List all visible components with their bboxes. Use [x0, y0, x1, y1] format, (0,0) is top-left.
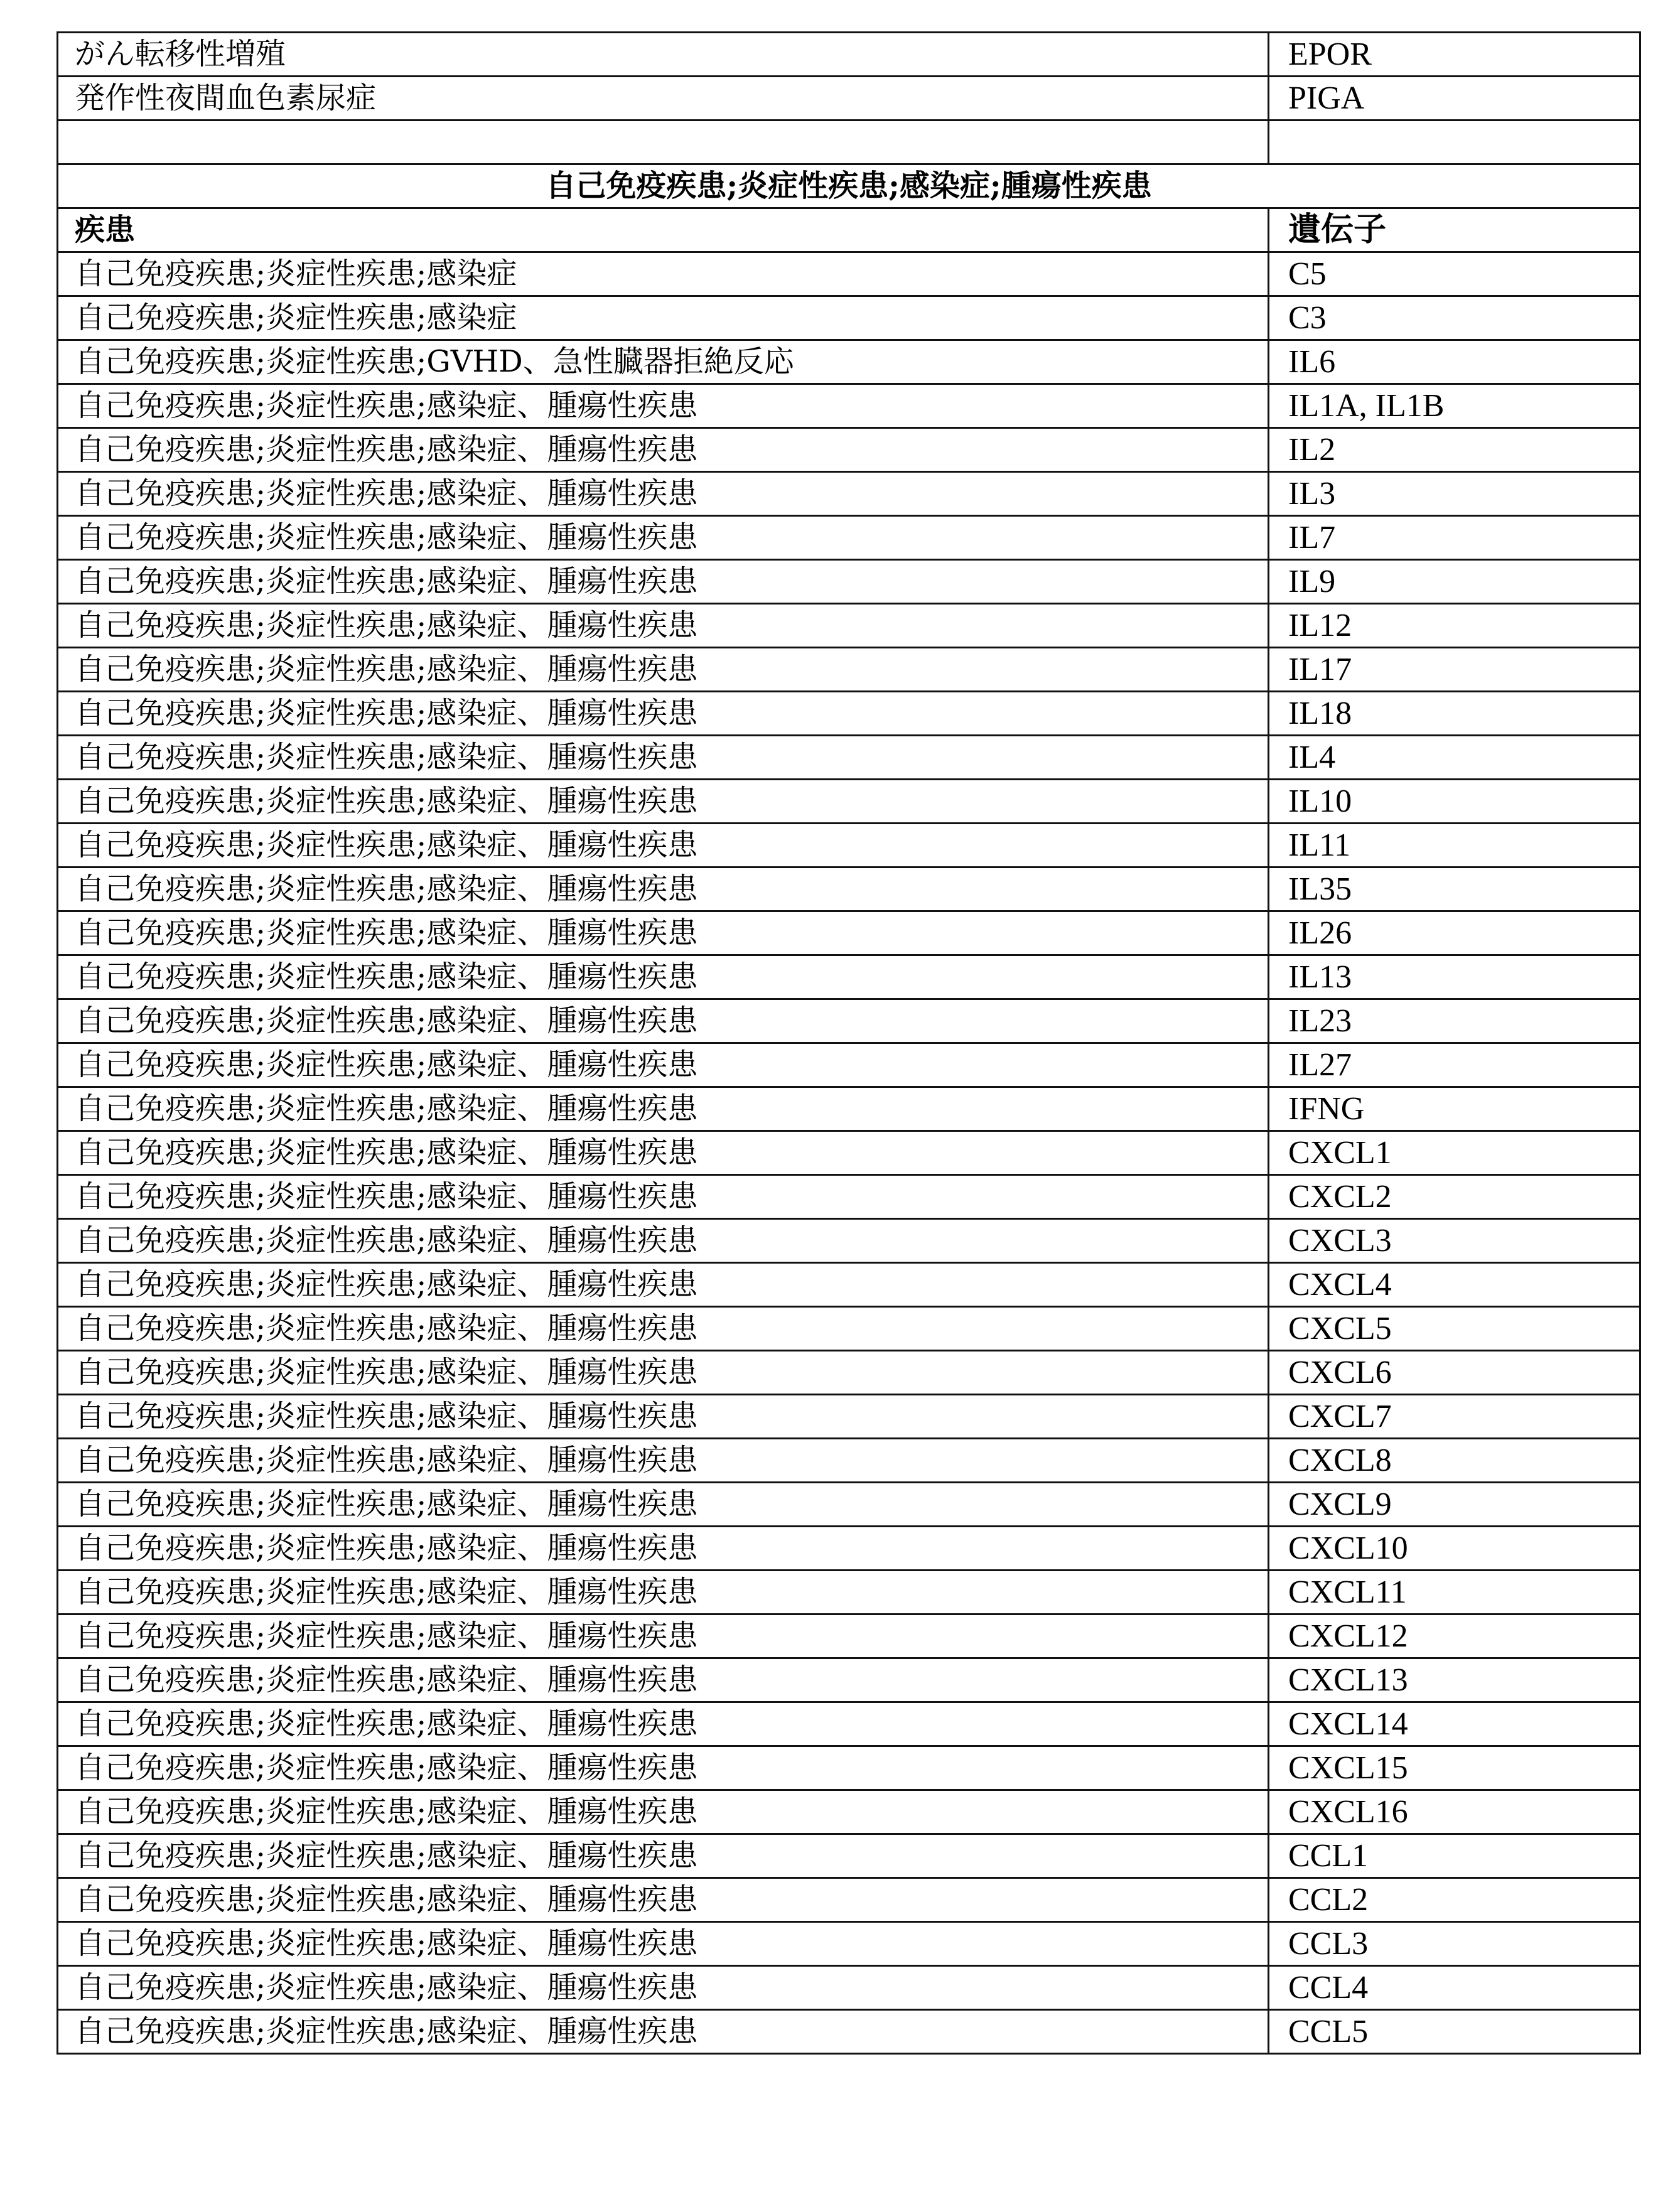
- gene-cell: IL2: [1269, 428, 1640, 472]
- table-row: [58, 1614, 1640, 1658]
- disease-cell: 自己免疫疾患;炎症性疾患;感染症、腫瘍性疾患: [58, 604, 1269, 648]
- disease-cell: 自己免疫疾患;炎症性疾患;感染症、腫瘍性疾患: [58, 1790, 1269, 1834]
- disease-cell: 自己免疫疾患;炎症性疾患;感染症、腫瘍性疾患: [58, 1746, 1269, 1790]
- gene-cell: CCL3: [1269, 1922, 1640, 1966]
- table-row: [58, 2010, 1640, 2054]
- table-row: [58, 1439, 1640, 1483]
- disease-cell: 自己免疫疾患;炎症性疾患;感染症、腫瘍性疾患: [58, 1922, 1269, 1966]
- table-row: [58, 736, 1640, 780]
- disease-cell: 自己免疫疾患;炎症性疾患;感染症、腫瘍性疾患: [58, 692, 1269, 736]
- disease-cell: 自己免疫疾患;炎症性疾患;感染症、腫瘍性疾患: [58, 1307, 1269, 1351]
- disease-cell: 自己免疫疾患;炎症性疾患;感染症、腫瘍性疾患: [58, 1483, 1269, 1527]
- table-row: [58, 340, 1640, 384]
- gene-cell: IL27: [1269, 1043, 1640, 1087]
- disease-cell: 自己免疫疾患;炎症性疾患;感染症、腫瘍性疾患: [58, 2010, 1269, 2054]
- gene-cell: IL3: [1269, 472, 1640, 516]
- gene-cell: PIGA: [1269, 77, 1640, 121]
- gene-cell: IL12: [1269, 604, 1640, 648]
- gene-cell: C3: [1269, 296, 1640, 340]
- disease-cell: 自己免疫疾患;炎症性疾患;感染症、腫瘍性疾患: [58, 868, 1269, 911]
- gene-cell: CXCL3: [1269, 1219, 1640, 1263]
- table-row: [58, 428, 1640, 472]
- disease-cell: 自己免疫疾患;炎症性疾患;感染症、腫瘍性疾患: [58, 384, 1269, 428]
- disease-cell: 自己免疫疾患;炎症性疾患;感染症、腫瘍性疾患: [58, 955, 1269, 999]
- disease-cell: 自己免疫疾患;炎症性疾患;感染症、腫瘍性疾患: [58, 1395, 1269, 1439]
- gene-cell: IL7: [1269, 516, 1640, 560]
- gene-cell: [1269, 121, 1640, 164]
- disease-cell: 自己免疫疾患;炎症性疾患;感染症: [58, 252, 1269, 296]
- gene-cell: CXCL7: [1269, 1395, 1640, 1439]
- gene-cell: IL35: [1269, 868, 1640, 911]
- gene-cell: CXCL16: [1269, 1790, 1640, 1834]
- table-row: [58, 1043, 1640, 1087]
- disease-cell: 自己免疫疾患;炎症性疾患;感染症、腫瘍性疾患: [58, 824, 1269, 868]
- disease-cell: 自己免疫疾患;炎症性疾患;感染症、腫瘍性疾患: [58, 428, 1269, 472]
- gene-cell: CXCL1: [1269, 1131, 1640, 1175]
- disease-cell: 自己免疫疾患;炎症性疾患;GVHD、急性臓器拒絶反応: [58, 340, 1269, 384]
- table-row: [58, 955, 1640, 999]
- disease-cell: 発作性夜間血色素尿症: [58, 77, 1269, 121]
- gene-cell: IL6: [1269, 340, 1640, 384]
- table-row: [58, 1527, 1640, 1571]
- gene-cell: CCL1: [1269, 1834, 1640, 1878]
- disease-cell: 自己免疫疾患;炎症性疾患;感染症、腫瘍性疾患: [58, 1087, 1269, 1131]
- table-row: [58, 1834, 1640, 1878]
- table-row: [58, 1395, 1640, 1439]
- disease-cell: 自己免疫疾患;炎症性疾患;感染症、腫瘍性疾患: [58, 1175, 1269, 1219]
- gene-cell: CXCL4: [1269, 1263, 1640, 1307]
- table-row: [58, 1087, 1640, 1131]
- disease-cell: 自己免疫疾患;炎症性疾患;感染症、腫瘍性疾患: [58, 1878, 1269, 1922]
- table-row: [58, 1746, 1640, 1790]
- gene-cell: CXCL12: [1269, 1614, 1640, 1658]
- table-row: [58, 1878, 1640, 1922]
- gene-cell: CXCL10: [1269, 1527, 1640, 1571]
- disease-cell: 自己免疫疾患;炎症性疾患;感染症、腫瘍性疾患: [58, 736, 1269, 780]
- table-row: [58, 1175, 1640, 1219]
- gene-cell: CXCL14: [1269, 1702, 1640, 1746]
- disease-cell: 自己免疫疾患;炎症性疾患;感染症、腫瘍性疾患: [58, 780, 1269, 824]
- disease-cell: [58, 121, 1269, 164]
- disease-cell: 自己免疫疾患;炎症性疾患;感染症、腫瘍性疾患: [58, 1219, 1269, 1263]
- disease-cell: 自己免疫疾患;炎症性疾患;感染症、腫瘍性疾患: [58, 1966, 1269, 2010]
- table-row: [58, 516, 1640, 560]
- gene-cell: IL10: [1269, 780, 1640, 824]
- table-row: [58, 296, 1640, 340]
- disease-cell: 自己免疫疾患;炎症性疾患;感染症、腫瘍性疾患: [58, 1351, 1269, 1395]
- gene-cell: IL11: [1269, 824, 1640, 868]
- gene-cell: CXCL9: [1269, 1483, 1640, 1527]
- table-row: [58, 911, 1640, 955]
- table-row: [58, 1966, 1640, 2010]
- gene-cell: IL18: [1269, 692, 1640, 736]
- table-row: [58, 868, 1640, 911]
- table-row: [58, 1702, 1640, 1746]
- gene-cell: IL26: [1269, 911, 1640, 955]
- disease-cell: 自己免疫疾患;炎症性疾患;感染症、腫瘍性疾患: [58, 560, 1269, 604]
- table-row: [58, 1483, 1640, 1527]
- gene-cell: CXCL5: [1269, 1307, 1640, 1351]
- gene-cell: CCL4: [1269, 1966, 1640, 2010]
- table-row: [58, 1219, 1640, 1263]
- disease-cell: 自己免疫疾患;炎症性疾患;感染症、腫瘍性疾患: [58, 1131, 1269, 1175]
- table-row: [58, 692, 1640, 736]
- table-row: [58, 1131, 1640, 1175]
- table-row: [58, 77, 1640, 121]
- table-row: [58, 1263, 1640, 1307]
- gene-cell: EPOR: [1269, 33, 1640, 77]
- table-row: [58, 384, 1640, 428]
- disease-cell: 自己免疫疾患;炎症性疾患;感染症、腫瘍性疾患: [58, 1571, 1269, 1614]
- disease-cell: 自己免疫疾患;炎症性疾患;感染症、腫瘍性疾患: [58, 1834, 1269, 1878]
- disease-cell: 自己免疫疾患;炎症性疾患;感染症: [58, 296, 1269, 340]
- disease-cell: 自己免疫疾患;炎症性疾患;感染症、腫瘍性疾患: [58, 1702, 1269, 1746]
- table-row: [58, 1351, 1640, 1395]
- table-row: [58, 824, 1640, 868]
- gene-cell: CXCL6: [1269, 1351, 1640, 1395]
- disease-cell: 自己免疫疾患;炎症性疾患;感染症、腫瘍性疾患: [58, 1527, 1269, 1571]
- table-row: [58, 1658, 1640, 1702]
- disease-cell: がん転移性増殖: [58, 33, 1269, 77]
- table-row: [58, 252, 1640, 296]
- disease-cell: 自己免疫疾患;炎症性疾患;感染症、腫瘍性疾患: [58, 1263, 1269, 1307]
- table-row: [58, 560, 1640, 604]
- table-row: [58, 472, 1640, 516]
- gene-cell: IL1A, IL1B: [1269, 384, 1640, 428]
- disease-cell: 自己免疫疾患;炎症性疾患;感染症、腫瘍性疾患: [58, 911, 1269, 955]
- gene-cell: IFNG: [1269, 1087, 1640, 1131]
- header-disease: 疾患: [58, 208, 1269, 252]
- section-title-row: [58, 164, 1640, 208]
- gene-cell: C5: [1269, 252, 1640, 296]
- table-row: [58, 1307, 1640, 1351]
- disease-cell: 自己免疫疾患;炎症性疾患;感染症、腫瘍性疾患: [58, 1439, 1269, 1483]
- table-row: [58, 1790, 1640, 1834]
- disease-cell: 自己免疫疾患;炎症性疾患;感染症、腫瘍性疾患: [58, 1043, 1269, 1087]
- table-row: [58, 999, 1640, 1043]
- disease-cell: 自己免疫疾患;炎症性疾患;感染症、腫瘍性疾患: [58, 648, 1269, 692]
- header-gene: 遺伝子: [1269, 208, 1640, 252]
- disease-cell: 自己免疫疾患;炎症性疾患;感染症、腫瘍性疾患: [58, 1658, 1269, 1702]
- disease-gene-table: [57, 31, 1641, 2055]
- gene-cell: CXCL13: [1269, 1658, 1640, 1702]
- gene-cell: CXCL15: [1269, 1746, 1640, 1790]
- gene-cell: CCL5: [1269, 2010, 1640, 2054]
- table-row: [58, 648, 1640, 692]
- table-row: [58, 604, 1640, 648]
- gene-cell: IL13: [1269, 955, 1640, 999]
- gene-cell: IL17: [1269, 648, 1640, 692]
- gene-cell: IL9: [1269, 560, 1640, 604]
- disease-cell: 自己免疫疾患;炎症性疾患;感染症、腫瘍性疾患: [58, 516, 1269, 560]
- table-row-empty: [58, 121, 1640, 164]
- table-row: [58, 33, 1640, 77]
- gene-cell: CXCL2: [1269, 1175, 1640, 1219]
- table-row: [58, 780, 1640, 824]
- gene-cell: IL23: [1269, 999, 1640, 1043]
- gene-cell: CCL2: [1269, 1878, 1640, 1922]
- gene-cell: CXCL8: [1269, 1439, 1640, 1483]
- table-row: [58, 1922, 1640, 1966]
- disease-cell: 自己免疫疾患;炎症性疾患;感染症、腫瘍性疾患: [58, 1614, 1269, 1658]
- section-title: 自己免疫疾患;炎症性疾患;感染症;腫瘍性疾患: [58, 164, 1640, 208]
- disease-cell: 自己免疫疾患;炎症性疾患;感染症、腫瘍性疾患: [58, 472, 1269, 516]
- gene-cell: CXCL11: [1269, 1571, 1640, 1614]
- gene-cell: IL4: [1269, 736, 1640, 780]
- table-row: [58, 1571, 1640, 1614]
- header-row: [58, 208, 1640, 252]
- disease-cell: 自己免疫疾患;炎症性疾患;感染症、腫瘍性疾患: [58, 999, 1269, 1043]
